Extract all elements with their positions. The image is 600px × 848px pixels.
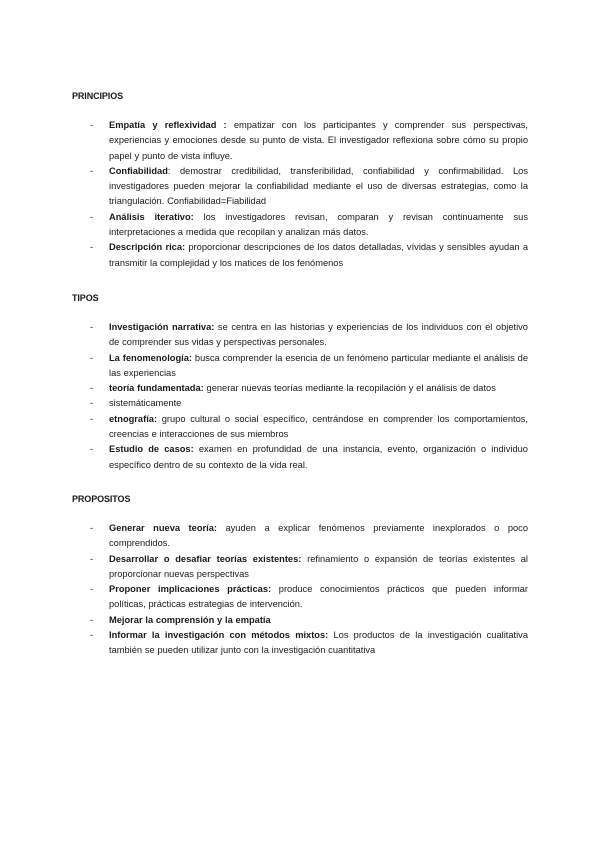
- list-item: [72, 118, 528, 164]
- item-text: proporcionar descripciones de los datos detalladas, vívidas y sensibles ayudan a transmitir la complejidad y los matices de los fenómenos: [109, 242, 528, 268]
- item-text: empatizar con los participantes y comprender sus perspectivas, experiencias y emociones desde su punto de vista. El investigador reflexiona sobre cómo su propio papel y punto de vista influye.: [109, 120, 528, 161]
- list-item: [72, 552, 528, 583]
- list-item: [72, 164, 528, 210]
- item-term: Estudio de casos:: [109, 444, 194, 455]
- section-heading: TIPOS: [72, 293, 99, 303]
- item-term: Generar nueva teoría:: [109, 523, 217, 533]
- list-item: [72, 521, 528, 552]
- list-item: [72, 351, 528, 382]
- bullet-dash: -: [90, 165, 94, 176]
- item-term: Descripción rica:: [109, 242, 186, 253]
- item-text: examen en profundidad de una instancia, evento, organización o individuo específico dentro de su contexto de la vida real.: [109, 444, 528, 470]
- list-item: [72, 381, 528, 396]
- item-text: refinamiento o expansión de teorías existentes al proporcionar nuevas perspectivas: [109, 553, 528, 579]
- item-text: produce conocimientos prácticos que pueden informar políticas, prácticas estrategias de intervención.: [109, 584, 528, 610]
- bullet-dash: -: [90, 630, 94, 641]
- bullet-dash: -: [90, 584, 94, 595]
- item-term: Empatía y reflexividad :: [109, 120, 227, 130]
- item-text: se centra en las historias y experiencias de los individuos con el objetivo de comprender sus vidas y perspectivas personales.: [109, 322, 528, 348]
- bullet-dash: -: [90, 242, 94, 253]
- list-item: [72, 613, 528, 628]
- section-heading: PROPOSITOS: [72, 494, 131, 504]
- item-term: etnografía:: [109, 413, 158, 424]
- item-text: busca comprender la esencia de un fenómeno particular mediante el análisis de las experiencias: [109, 352, 529, 378]
- bullet-dash: -: [90, 398, 94, 409]
- item-text: Los productos de la investigación cualitativa también se pueden utilizar junto con la investigación cuantitativa: [109, 630, 529, 656]
- list-item: [72, 210, 528, 241]
- principios-list: [72, 118, 528, 271]
- list-item: [72, 442, 528, 473]
- bullet-dash: -: [90, 523, 94, 533]
- item-text: ayuden a explicar fenómenos previamente inexplorados o poco comprendidos.: [109, 523, 528, 549]
- item-term: teoría fundamentada:: [109, 383, 204, 394]
- bullet-dash: -: [90, 553, 94, 564]
- item-term: Análisis iterativo:: [109, 211, 194, 222]
- bullet-dash: -: [90, 383, 94, 394]
- item-text: : demostrar credibilidad, transferibilidad, confiabilidad y confirmabilidad. Los investigadores pueden mejorar la confiabilidad mediante el uso de diversas estrategias, como la triangulación. Confiabilidad=Fiabilidad: [109, 165, 528, 207]
- item-term: Desarrollar o desafiar teorías existentes:: [109, 553, 302, 564]
- item-term: Informar la investigación con métodos mixtos:: [109, 630, 329, 641]
- section-propositos: [72, 493, 528, 659]
- item-term: Confiabilidad: [109, 165, 168, 176]
- bullet-dash: -: [90, 444, 94, 455]
- list-item: [72, 412, 528, 443]
- list-item: [72, 240, 528, 271]
- section-principios: [72, 90, 528, 271]
- bullet-dash: -: [90, 211, 94, 222]
- item-term: La fenomenología:: [109, 352, 192, 363]
- list-item: [72, 582, 528, 613]
- bullet-dash: -: [90, 120, 94, 130]
- tipos-list: [72, 320, 528, 473]
- item-text: grupo cultural o social específico, centrándose en comprender los comportamientos, creencias e interacciones de sus miembros: [109, 413, 528, 440]
- item-text: generar nuevas teorías mediante la recopilación y el análisis de datos: [203, 383, 496, 394]
- item-term: Mejorar la comprensión y la empatía: [109, 614, 271, 625]
- item-text: los investigadores revisan, comparan y revisan continuamente sus interpretaciones a medida que recopilan y analizan más datos.: [109, 211, 528, 238]
- item-term: Investigación narrativa:: [109, 322, 215, 332]
- list-item: [72, 320, 528, 351]
- bullet-dash: -: [90, 614, 94, 625]
- list-item: [72, 628, 528, 659]
- bullet-dash: -: [90, 352, 94, 363]
- item-text: sistemáticamente: [109, 398, 182, 409]
- propositos-list: [72, 521, 528, 659]
- list-item: [72, 396, 528, 411]
- bullet-dash: -: [90, 322, 94, 332]
- section-heading: PRINCIPIOS: [72, 91, 124, 101]
- item-term: Proponer implicaciones prácticas:: [109, 584, 272, 595]
- section-tipos: [72, 292, 528, 473]
- bullet-dash: -: [90, 413, 94, 424]
